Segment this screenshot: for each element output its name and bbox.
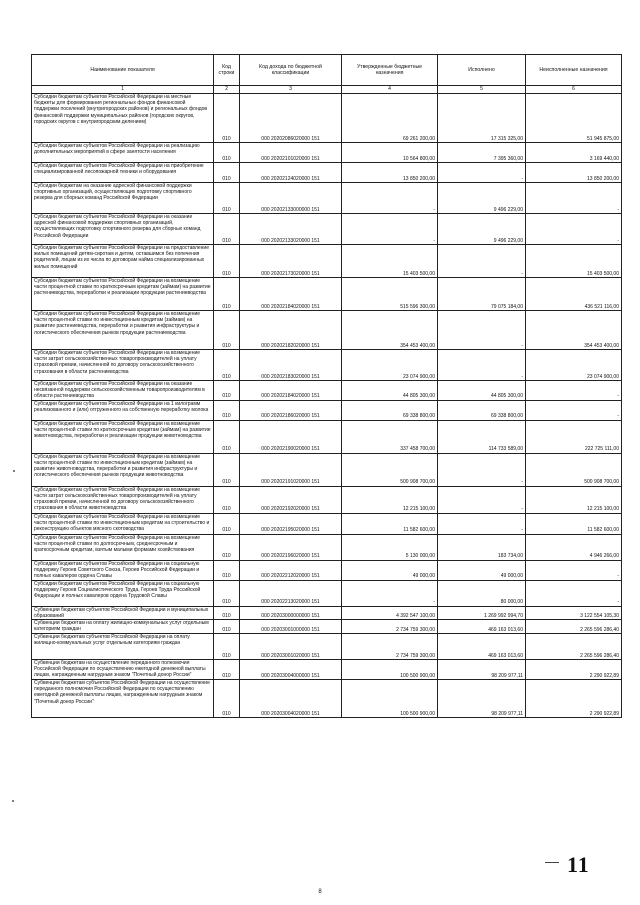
row-code-cell: 010 bbox=[214, 513, 240, 534]
table-row bbox=[32, 400, 622, 420]
header-approved: Утвержденные бюджетные назначения bbox=[342, 55, 438, 86]
table-row bbox=[32, 634, 622, 660]
row-budget-code-cell: 000 20202192020000 151 bbox=[240, 486, 342, 513]
row-executed-cell: 98 209 977,11 bbox=[438, 680, 526, 718]
row-code-cell: 010 bbox=[214, 311, 240, 350]
row-approved-cell: 44 805 300,00 bbox=[342, 381, 438, 401]
row-name-cell: Субсидии бюджетам субъектов Российской Федерации на возмещение части процентной ставки по инвестиционным кредитам (займам) на развитие животноводства, переработки и развития инфраструктуры и логистического обеспечения рынков продукции животноводства bbox=[32, 453, 214, 486]
row-executed-cell: - bbox=[438, 245, 526, 278]
table-row bbox=[32, 94, 622, 143]
row-code-cell: 010 bbox=[214, 620, 240, 634]
row-code-cell: 010 bbox=[214, 94, 240, 143]
row-remaining-cell: 222 725 111,00 bbox=[526, 420, 622, 453]
row-approved-cell: - bbox=[342, 580, 438, 606]
row-code-cell: 010 bbox=[214, 183, 240, 214]
row-name-cell: Субсидии бюджетам субъектов Российской Федерации на предоставление жилых помещений детям-сиротам и детям, оставшимся без попечения родителей, лицам из их числа по договорам найма специализированных жилых помещений bbox=[32, 245, 214, 278]
row-name-cell: Субсидии бюджетам субъектов Российской Федерации на возмещение части затрат сельскохозяйственных товаропроизводителей на уплату страховой премии, начисленной по договору сельскохозяйственного страхования в области растениеводства bbox=[32, 350, 214, 381]
row-remaining-cell: 500 908 700,00 bbox=[526, 453, 622, 486]
table-row bbox=[32, 534, 622, 560]
scan-dot bbox=[13, 470, 15, 472]
row-name-cell: Субсидии бюджетам субъектов Российской Федерации на социальную поддержку Героев Социалистического Труда, Героев Труда Российской Федерации и полных кавалеров ордена Трудовой Славы bbox=[32, 580, 214, 606]
header-executed: Исполнено bbox=[438, 55, 526, 86]
row-remaining-cell: - bbox=[526, 183, 622, 214]
page-number: 8 bbox=[318, 889, 322, 895]
row-remaining-cell: 11 582 600,00 bbox=[526, 513, 622, 534]
row-budget-code-cell: 000 20203001000000 151 bbox=[240, 620, 342, 634]
table-row bbox=[32, 620, 622, 634]
row-executed-cell: 80 000,00 bbox=[438, 580, 526, 606]
row-approved-cell: 23 074 900,00 bbox=[342, 350, 438, 381]
row-name-cell: Субвенции бюджетам субъектов Российской Федерации и муниципальных образований bbox=[32, 606, 214, 619]
row-code-cell: 010 bbox=[214, 606, 240, 619]
row-name-cell: Субсидии бюджетам субъектов Российской Федерации на оказание несвязанной поддержки сельскохозяйственным товаропроизводителям в области растениеводства bbox=[32, 381, 214, 401]
row-budget-code-cell: 000 20202133020000 151 bbox=[240, 214, 342, 245]
row-executed-cell: 469 163 013,60 bbox=[438, 634, 526, 660]
row-budget-code-cell: 000 20202086020000 151 bbox=[240, 94, 342, 143]
row-code-cell: 010 bbox=[214, 453, 240, 486]
row-executed-cell: 183 734,00 bbox=[438, 534, 526, 560]
row-remaining-cell: 23 074 900,00 bbox=[526, 350, 622, 381]
row-name-cell: Субсидии бюджетам субъектов Российской Федерации на оказание адресной финансовой поддержки спортивных организаций, осуществляющих подготовку спортивного резерва для сборных команд Российской Федерации bbox=[32, 214, 214, 245]
row-code-cell: 010 bbox=[214, 486, 240, 513]
table-row bbox=[32, 163, 622, 183]
row-code-cell: 010 bbox=[214, 163, 240, 183]
row-executed-cell: 9 496 229,00 bbox=[438, 183, 526, 214]
row-code-cell: 010 bbox=[214, 420, 240, 453]
row-remaining-cell: 2 290 922,89 bbox=[526, 680, 622, 718]
row-name-cell: Субсидии бюджетам субъектов Российской Федерации на возмещение части затрат сельскохозяйственных товаропроизводителей на уплату страховой премии, начисленной по договору сельскохозяйственного страхования в области животноводства bbox=[32, 486, 214, 513]
row-remaining-cell: 2 265 596 286,40 bbox=[526, 620, 622, 634]
row-code-cell: 010 bbox=[214, 143, 240, 163]
row-approved-cell: 69 338 800,00 bbox=[342, 400, 438, 420]
row-remaining-cell: 2 290 922,89 bbox=[526, 660, 622, 680]
row-code-cell: 010 bbox=[214, 214, 240, 245]
table-row bbox=[32, 560, 622, 580]
row-budget-code-cell: 000 20202212020000 151 bbox=[240, 560, 342, 580]
row-budget-code-cell: 000 20202101020000 151 bbox=[240, 143, 342, 163]
header-remaining: Неисполненные назначения bbox=[526, 55, 622, 86]
table-row bbox=[32, 453, 622, 486]
header-row bbox=[32, 55, 622, 86]
row-approved-cell: 15 403 500,00 bbox=[342, 245, 438, 278]
row-code-cell: 010 bbox=[214, 660, 240, 680]
table-row bbox=[32, 580, 622, 606]
row-executed-cell: - bbox=[438, 350, 526, 381]
row-remaining-cell: - bbox=[526, 560, 622, 580]
row-budget-code-cell: 000 20202183020000 151 bbox=[240, 350, 342, 381]
row-approved-cell: 10 564 800,00 bbox=[342, 143, 438, 163]
row-code-cell: 010 bbox=[214, 560, 240, 580]
row-name-cell: Субвенции бюджетам субъектов Российской Федерации на осуществление переданного полномочия Российской Федерации по осуществлению ежегодной денежной выплаты лицам, награжденным нагрудным знаком "Почетный донор России" bbox=[32, 680, 214, 718]
row-executed-cell: 114 733 589,00 bbox=[438, 420, 526, 453]
row-approved-cell: 500 908 700,00 bbox=[342, 453, 438, 486]
header-indicator-name: Наименование показателя bbox=[32, 55, 214, 86]
row-code-cell: 010 bbox=[214, 634, 240, 660]
row-name-cell: Субвенции бюджетам субъектов Российской Федерации на оплату жилищно-коммунальных услуг отдельным категориям граждан bbox=[32, 634, 214, 660]
row-name-cell: Субсидии бюджетам субъектов Российской Федерации на приобретение специализированной лесопожарной техники и оборудования bbox=[32, 163, 214, 183]
row-approved-cell: 100 500 900,00 bbox=[342, 660, 438, 680]
row-approved-cell: - bbox=[342, 214, 438, 245]
row-approved-cell: 337 458 700,00 bbox=[342, 420, 438, 453]
row-remaining-cell: 3 122 554 105,30 bbox=[526, 606, 622, 619]
row-approved-cell: 13 850 200,00 bbox=[342, 163, 438, 183]
row-remaining-cell: 4 946 266,00 bbox=[526, 534, 622, 560]
row-budget-code-cell: 000 20202133000000 151 bbox=[240, 183, 342, 214]
stamp-number: 11 bbox=[567, 852, 590, 877]
row-executed-cell: 9 496 229,00 bbox=[438, 214, 526, 245]
row-approved-cell: 4 392 547 100,00 bbox=[342, 606, 438, 619]
row-executed-cell: - bbox=[438, 486, 526, 513]
row-approved-cell: 12 215 100,00 bbox=[342, 486, 438, 513]
row-code-cell: 010 bbox=[214, 400, 240, 420]
column-number: 1 bbox=[32, 86, 214, 94]
row-name-cell: Субсидии бюджетам на оказание адресной финансовой поддержки спортивных организаций, осуществляющих подготовку спортивного резерва для сборных команд Российской Федерации bbox=[32, 183, 214, 214]
row-budget-code-cell: 000 20203001020000 151 bbox=[240, 634, 342, 660]
column-number: 3 bbox=[240, 86, 342, 94]
table-row bbox=[32, 660, 622, 680]
row-executed-cell: - bbox=[438, 453, 526, 486]
row-budget-code-cell: 000 20202184020000 151 bbox=[240, 278, 342, 311]
row-budget-code-cell: 000 20203004000000 151 bbox=[240, 660, 342, 680]
table-row bbox=[32, 350, 622, 381]
row-approved-cell: 5 130 000,00 bbox=[342, 534, 438, 560]
row-budget-code-cell: 000 20202195020000 151 bbox=[240, 513, 342, 534]
table-row bbox=[32, 606, 622, 619]
table-row bbox=[32, 680, 622, 718]
row-budget-code-cell: 000 20202196020000 151 bbox=[240, 534, 342, 560]
row-executed-cell: 49 000,00 bbox=[438, 560, 526, 580]
row-budget-code-cell: 000 20202190020000 151 bbox=[240, 420, 342, 453]
row-code-cell: 010 bbox=[214, 350, 240, 381]
row-name-cell: Субвенции бюджетам на оплату жилищно-коммунальных услуг отдельным категориям граждан bbox=[32, 620, 214, 634]
row-name-cell: Субсидии бюджетам субъектов Российской Федерации на возмещение части процентной ставки по краткосрочным кредитам (займам) на развитие животноводства, переработки и реализации продукции животноводства bbox=[32, 420, 214, 453]
row-remaining-cell: - bbox=[526, 400, 622, 420]
row-approved-cell: 69 261 200,00 bbox=[342, 94, 438, 143]
row-remaining-cell: - bbox=[526, 381, 622, 401]
row-code-cell: 010 bbox=[214, 245, 240, 278]
row-budget-code-cell: 000 20203000000000 151 bbox=[240, 606, 342, 619]
row-approved-cell: 11 582 600,00 bbox=[342, 513, 438, 534]
scan-dot bbox=[12, 800, 14, 802]
row-name-cell: Субсидии бюджетам субъектов Российской Федерации на социальную поддержку Героев Советского Союза, Героев Российской Федерации и полных кавалеров ордена Славы bbox=[32, 560, 214, 580]
table-body bbox=[32, 94, 622, 718]
row-budget-code-cell: 000 20202124020000 151 bbox=[240, 163, 342, 183]
table-row bbox=[32, 278, 622, 311]
row-approved-cell: 515 596 300,00 bbox=[342, 278, 438, 311]
row-executed-cell: 469 163 013,60 bbox=[438, 620, 526, 634]
header-line-code: Код строки bbox=[214, 55, 240, 86]
row-code-cell: 010 bbox=[214, 278, 240, 311]
row-approved-cell: 49 000,00 bbox=[342, 560, 438, 580]
row-remaining-cell: 15 403 500,00 bbox=[526, 245, 622, 278]
row-executed-cell: 79 075 184,00 bbox=[438, 278, 526, 311]
table-row bbox=[32, 311, 622, 350]
row-executed-cell: 44 805 300,00 bbox=[438, 381, 526, 401]
column-number: 5 bbox=[438, 86, 526, 94]
row-remaining-cell: 436 521 116,00 bbox=[526, 278, 622, 311]
table-row bbox=[32, 513, 622, 534]
row-budget-code-cell: 000 20202186020000 151 bbox=[240, 400, 342, 420]
row-executed-cell: 98 209 977,11 bbox=[438, 660, 526, 680]
row-remaining-cell: 13 850 200,00 bbox=[526, 163, 622, 183]
row-remaining-cell: 2 265 596 286,40 bbox=[526, 634, 622, 660]
row-name-cell: Субсидии бюджетам субъектов Российской Федерации на реализацию дополнительных мероприятий в сфере занятости населения bbox=[32, 143, 214, 163]
column-number-row bbox=[32, 86, 622, 94]
column-number: 4 bbox=[342, 86, 438, 94]
row-budget-code-cell: 000 20202191020000 151 bbox=[240, 453, 342, 486]
table-row bbox=[32, 183, 622, 214]
table-row bbox=[32, 245, 622, 278]
scan-mark bbox=[545, 862, 559, 863]
row-executed-cell: 1 269 992 994,70 bbox=[438, 606, 526, 619]
row-remaining-cell: 12 215 100,00 bbox=[526, 486, 622, 513]
header-budget-code: Код дохода по бюджетной классификации bbox=[240, 55, 342, 86]
row-approved-cell: 100 500 900,00 bbox=[342, 680, 438, 718]
row-remaining-cell: - bbox=[526, 580, 622, 606]
table-row bbox=[32, 214, 622, 245]
row-name-cell: Субсидии бюджетам субъектов Российской Федерации на местные бюджеты для формирования региональных фондов финансовой поддержки поселений (внутригородских районов) и региональных фондов финансовой поддержки муниципальных районов (городских округов, городских округов с внутригородским делением) bbox=[32, 94, 214, 143]
table-row bbox=[32, 381, 622, 401]
row-approved-cell: 354 453 400,00 bbox=[342, 311, 438, 350]
row-budget-code-cell: 000 20202173020000 151 bbox=[240, 245, 342, 278]
row-name-cell: Субсидии бюджетам субъектов Российской Федерации на возмещение части процентной ставки по долгосрочным, среднесрочным и краткосрочным кредитам, взятым малыми формами хозяйствования bbox=[32, 534, 214, 560]
row-budget-code-cell: 000 20202184020000 151 bbox=[240, 381, 342, 401]
row-code-cell: 010 bbox=[214, 534, 240, 560]
row-executed-cell: - bbox=[438, 163, 526, 183]
row-code-cell: 010 bbox=[214, 580, 240, 606]
row-name-cell: Субвенции бюджетам на осуществление переданного полномочия Российской Федерации по осуществлению ежегодной денежной выплаты лицам, награжденным нагрудным знаком "Почетный донор России" bbox=[32, 660, 214, 680]
row-remaining-cell: - bbox=[526, 214, 622, 245]
table-row bbox=[32, 420, 622, 453]
row-remaining-cell: 51 945 875,00 bbox=[526, 94, 622, 143]
column-number: 2 bbox=[214, 86, 240, 94]
row-name-cell: Субсидии бюджетам субъектов Российской Федерации на возмещение части процентной ставки по инвестиционным кредитам (займам) на развитие растениеводства, переработки и развития инфраструктуры и логистического обеспечения рынков продукции растениеводства bbox=[32, 311, 214, 350]
row-name-cell: Субсидии бюджетам субъектов Российской Федерации на 1 килограмм реализованного и (или) отгруженного на собственную переработку молока bbox=[32, 400, 214, 420]
table-row bbox=[32, 486, 622, 513]
row-executed-cell: 7 395 360,00 bbox=[438, 143, 526, 163]
column-number: 6 bbox=[526, 86, 622, 94]
row-approved-cell: 2 734 759 300,00 bbox=[342, 620, 438, 634]
row-remaining-cell: 3 169 440,00 bbox=[526, 143, 622, 163]
row-remaining-cell: 354 453 400,00 bbox=[526, 311, 622, 350]
row-budget-code-cell: 000 20202213020000 151 bbox=[240, 580, 342, 606]
row-executed-cell: - bbox=[438, 513, 526, 534]
row-executed-cell: 69 338 800,00 bbox=[438, 400, 526, 420]
report-table bbox=[31, 54, 622, 718]
row-executed-cell: 17 315 325,00 bbox=[438, 94, 526, 143]
row-name-cell: Субсидии бюджетам субъектов Российской Федерации на возмещение части процентной ставки по краткосрочным кредитам (займам) на развитие растениеводства, переработки и реализации продукции растениеводства bbox=[32, 278, 214, 311]
row-budget-code-cell: 000 20203004020000 151 bbox=[240, 680, 342, 718]
row-approved-cell: 2 734 759 300,00 bbox=[342, 634, 438, 660]
row-name-cell: Субсидии бюджетам субъектов Российской Федерации на возмещение части процентной ставки по инвестиционным кредитам на строительство и реконструкцию объектов мясного скотоводства bbox=[32, 513, 214, 534]
row-executed-cell: - bbox=[438, 311, 526, 350]
row-code-cell: 010 bbox=[214, 680, 240, 718]
row-code-cell: 010 bbox=[214, 381, 240, 401]
row-approved-cell: - bbox=[342, 183, 438, 214]
table-row bbox=[32, 143, 622, 163]
row-budget-code-cell: 000 20202182020000 151 bbox=[240, 311, 342, 350]
